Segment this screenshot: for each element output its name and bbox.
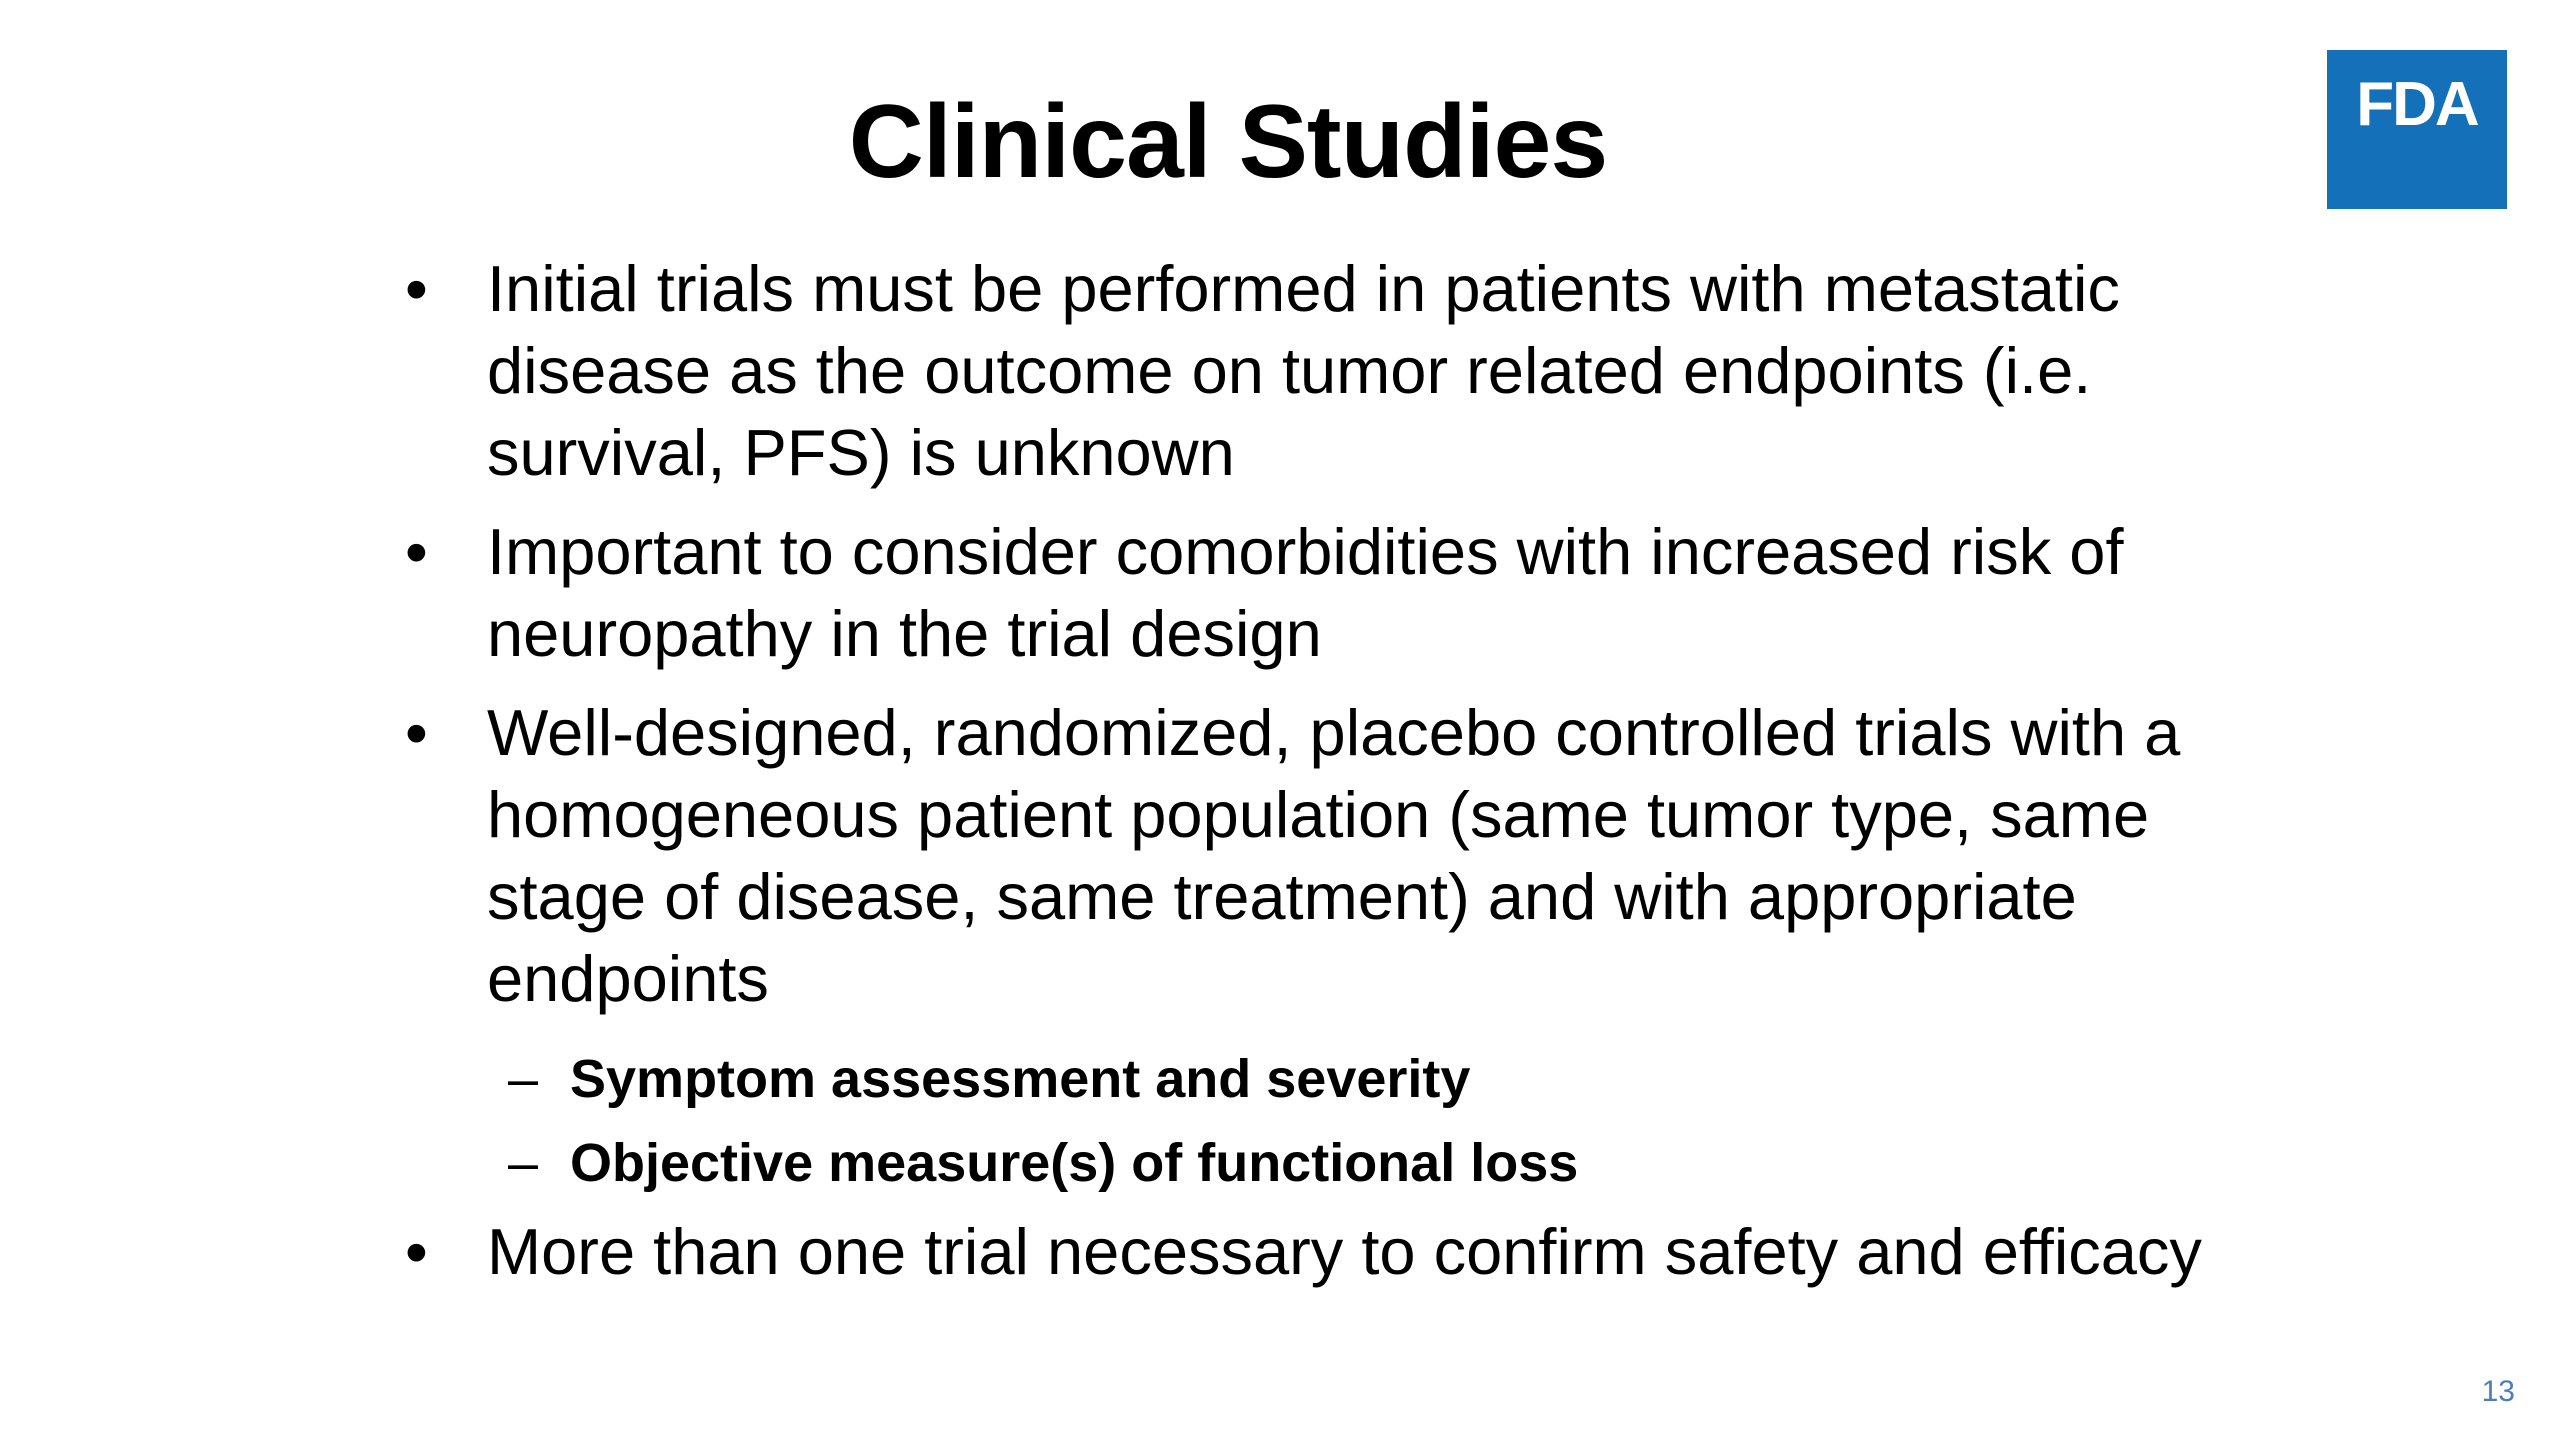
sub-bullet-item bbox=[405, 1121, 2225, 1205]
bullet-icon: • bbox=[405, 515, 428, 588]
dash-icon: – bbox=[508, 1133, 539, 1193]
bullet-item bbox=[405, 248, 2225, 494]
bullet-item bbox=[405, 511, 2225, 675]
bullet-item bbox=[405, 1211, 2225, 1293]
bullet-text: Important to consider comorbidities with increased risk of neuropathy in the trial design bbox=[487, 515, 2124, 670]
sub-bullet-list bbox=[405, 1037, 2225, 1205]
bullet-list bbox=[405, 248, 2225, 1310]
sub-bullet-item bbox=[405, 1037, 2225, 1121]
bullet-icon: • bbox=[405, 696, 428, 769]
bullet-icon: • bbox=[405, 252, 428, 325]
bullet-text: More than one trial necessary to confirm safety and efficacy bbox=[487, 1215, 2202, 1288]
slide-title: Clinical Studies bbox=[848, 84, 1608, 200]
fda-logo bbox=[2327, 50, 2507, 209]
bullet-icon: • bbox=[405, 1215, 428, 1288]
bullet-text: Well-designed, randomized, placebo controlled trials with a homogeneous patient population (same tumor type, same stage of disease, same treatment) and with appropriate endpoints bbox=[487, 696, 2181, 1015]
fda-logo-text: FDA bbox=[2356, 70, 2478, 139]
sub-bullet-text: Objective measure(s) of functional loss bbox=[570, 1133, 1579, 1193]
page-number: 13 bbox=[2481, 1375, 2515, 1408]
sub-bullet-text: Symptom assessment and severity bbox=[570, 1049, 1471, 1109]
bullet-item bbox=[405, 692, 2225, 1020]
dash-icon: – bbox=[508, 1049, 539, 1109]
bullet-text: Initial trials must be performed in patients with metastatic disease as the outcome on tumor related endpoints (i.e. survival, PFS) is unknown bbox=[487, 252, 2120, 489]
